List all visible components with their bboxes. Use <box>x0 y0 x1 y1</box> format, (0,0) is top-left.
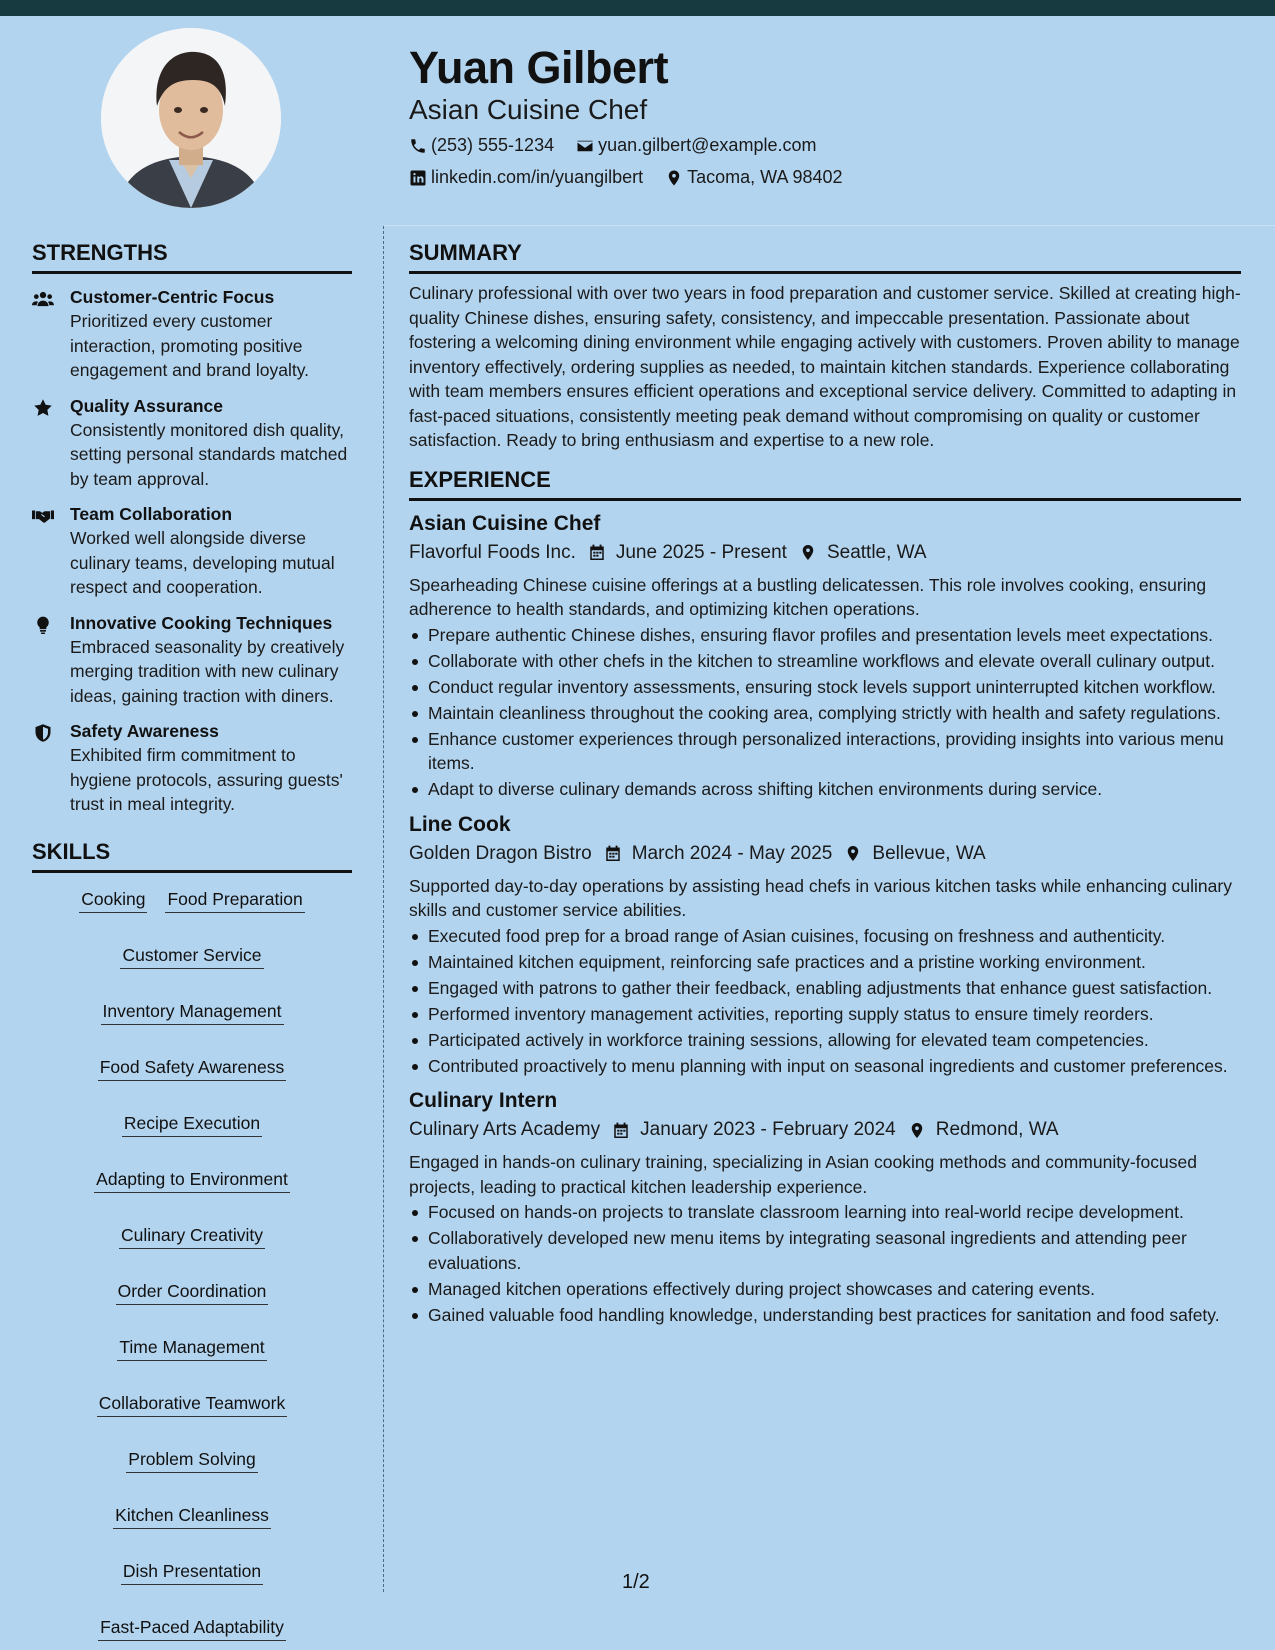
strength-item <box>32 720 352 817</box>
job-bullets <box>409 924 1241 1079</box>
job-bullet: Performed inventory management activities, reporting supply status to ensure timely reorders. <box>409 1002 1241 1027</box>
profile-photo-illustration <box>101 28 281 208</box>
map-pin-icon <box>799 543 817 562</box>
strengths-heading: STRENGTHS <box>32 240 352 274</box>
strength-desc: Prioritized every customer interaction, promoting positive engagement and brand loyalty. <box>70 311 310 380</box>
skill-tag: Cooking <box>79 887 147 913</box>
skill-tag: Culinary Creativity <box>119 1223 265 1249</box>
strength-title: Safety Awareness <box>70 721 219 741</box>
strength-desc: Exhibited firm commitment to hygiene protocols, assuring guests' trust in meal integrity. <box>70 745 343 814</box>
strength-desc: Consistently monitored dish quality, setting personal standards matched by team approval. <box>70 419 348 489</box>
right-column <box>409 240 1241 1329</box>
job-entry <box>409 812 1241 1079</box>
contact-row-2 <box>409 167 865 188</box>
job-company: Culinary Arts Academy <box>409 1119 601 1140</box>
skill-tag: Time Management <box>117 1335 266 1361</box>
strength-item <box>32 612 352 709</box>
linkedin-contact[interactable] <box>409 167 643 188</box>
skill-tag: Inventory Management <box>101 999 284 1025</box>
experience-heading: EXPERIENCE <box>409 467 1241 501</box>
top-bar <box>0 0 1275 16</box>
skill-tag: Order Coordination <box>116 1279 269 1305</box>
job-title: Culinary Intern <box>409 1089 558 1112</box>
job-bullet: Engaged with patrons to gather their feedback, enabling adjustments that enhance guest satisfaction. <box>409 976 1241 1001</box>
strength-item <box>32 503 352 600</box>
strength-item <box>32 286 352 383</box>
strength-title: Innovative Cooking Techniques <box>70 612 333 633</box>
strength-desc: Embraced seasonality by creatively merging tradition with new culinary ideas, gaining traction with diners. <box>70 636 345 706</box>
job-company: Flavorful Foods Inc. <box>409 541 576 563</box>
strength-desc: Worked well alongside diverse culinary teams, developing mutual respect and cooperation. <box>70 528 335 597</box>
map-pin-icon <box>844 844 862 863</box>
job-bullet: Focused on hands-on projects to translate classroom learning into real-world recipe development. <box>409 1200 1241 1225</box>
strength-title: Customer-Centric Focus <box>70 287 275 307</box>
location-contact <box>665 167 842 188</box>
email-contact[interactable] <box>576 135 816 156</box>
linkedin-icon <box>409 169 427 187</box>
skill-tag: Kitchen Cleanliness <box>113 1503 271 1529</box>
strength-title: Quality Assurance <box>70 395 224 416</box>
skill-tag: Fast-Paced Adaptability <box>98 1615 286 1641</box>
job-meta <box>409 1119 1241 1141</box>
email-text: yuan.gilbert@example.com <box>598 135 817 155</box>
skills-heading: SKILLS <box>32 839 352 873</box>
envelope-icon <box>576 137 594 155</box>
skill-tag: Adapting to Environment <box>94 1167 290 1193</box>
candidate-name: Yuan Gilbert <box>409 42 669 93</box>
phone-icon <box>409 137 427 155</box>
job-bullet: Collaborate with other chefs in the kitchen to streamline workflows and elevate overall culinary output. <box>409 649 1241 674</box>
job-bullet: Prepare authentic Chinese dishes, ensuring flavor profiles and presentation levels meet expectations. <box>409 623 1241 648</box>
strength-item <box>32 395 352 492</box>
map-pin-icon <box>908 1121 926 1140</box>
calendar-icon <box>588 543 606 562</box>
map-pin-icon <box>665 169 683 187</box>
calendar-icon <box>604 844 622 863</box>
job-bullet: Maintain cleanliness throughout the cooking area, complying strictly with health and safety regulations. <box>409 701 1241 726</box>
users-icon <box>32 289 54 309</box>
calendar-icon <box>612 1121 630 1140</box>
job-dates: June 2025 - Present <box>615 541 787 563</box>
job-meta <box>409 843 1241 865</box>
job-bullet: Managed kitchen operations effectively during project showcases and catering events. <box>409 1277 1241 1302</box>
job-bullet: Enhance customer experiences through personalized interactions, providing insights into various menu items. <box>409 727 1241 776</box>
profile-photo <box>101 28 281 208</box>
page-number: 1/2 <box>622 1571 650 1593</box>
job-location: Bellevue, WA <box>872 842 986 864</box>
job-description: Supported day-to-day operations by assisting head chefs in various kitchen tasks while enhancing culinary skills and customer service abilities. <box>409 875 1232 920</box>
job-location: Seattle, WA <box>826 541 927 563</box>
job-bullet: Gained valuable food handling knowledge, understanding best practices for sanitation and food safety. <box>409 1303 1241 1328</box>
skill-tag: Collaborative Teamwork <box>97 1391 287 1417</box>
job-company: Golden Dragon Bistro <box>409 842 592 864</box>
job-meta <box>409 542 1241 564</box>
job-bullet: Contributed proactively to menu planning with input on seasonal ingredients and customer preferences. <box>409 1054 1241 1079</box>
left-column <box>32 240 352 1641</box>
candidate-title: Asian Cuisine Chef <box>409 94 648 125</box>
skills-list <box>32 887 352 1641</box>
shield-icon <box>32 723 54 743</box>
job-dates: January 2023 - February 2024 <box>640 1119 896 1140</box>
linkedin-text: linkedin.com/in/yuangilbert <box>431 167 644 187</box>
job-entry <box>409 511 1241 802</box>
job-dates: March 2024 - May 2025 <box>631 842 833 864</box>
job-bullets <box>409 1200 1241 1327</box>
phone-text: (253) 555-1234 <box>431 135 555 155</box>
job-bullet: Adapt to diverse culinary demands across shifting kitchen environments during service. <box>409 777 1241 802</box>
job-description: Engaged in hands-on culinary training, specializing in Asian cooking methods and community-focused projects, leading to practical kitchen leadership experience. <box>409 1152 1197 1197</box>
job-bullet: Collaboratively developed new menu items by integrating seasonal ingredients and attending peer evaluations. <box>409 1226 1241 1275</box>
summary-text: Culinary professional with over two years in food preparation and customer service. Skilled at creating high-quality Chinese dishes, ensuring safety, consistency, and impeccable presentation. Passionate about fostering a welcoming dining environment while engaging actively with customers. Proven ability to manage inventory effectively, ordering supplies as needed, to maintain kitchen standards. Experience collaborating with team members ensures efficient operations and exceptional service delivery. Committed to adapting in fast-paced situations, consistently meeting peak demand without compromising on quality or customer satisfaction. Ready to bring enthusiasm and expertise to a new role. <box>409 283 1241 450</box>
job-title: Line Cook <box>409 812 511 836</box>
job-bullet: Maintained kitchen equipment, reinforcing safe practices and a pristine working environment. <box>409 950 1241 975</box>
summary-heading: SUMMARY <box>409 240 1241 274</box>
job-bullets <box>409 623 1241 802</box>
column-divider <box>383 226 384 1592</box>
job-location: Redmond, WA <box>935 1119 1059 1140</box>
skill-tag: Food Preparation <box>165 887 304 913</box>
job-title: Asian Cuisine Chef <box>409 511 601 535</box>
job-entry <box>409 1088 1241 1327</box>
phone-contact[interactable] <box>409 135 554 156</box>
skill-tag: Recipe Execution <box>122 1111 262 1137</box>
job-bullet: Conduct regular inventory assessments, ensuring stock levels support uninterrupted kitchen workflow. <box>409 675 1241 700</box>
location-text: Tacoma, WA 98402 <box>687 167 843 187</box>
skill-tag: Customer Service <box>120 943 263 969</box>
header-divider <box>384 225 1275 226</box>
skill-tag: Food Safety Awareness <box>98 1055 287 1081</box>
skill-tag: Dish Presentation <box>121 1559 263 1585</box>
handshake-icon <box>32 506 54 526</box>
skill-tag: Problem Solving <box>126 1447 257 1473</box>
contact-row-1 <box>409 135 838 156</box>
strength-title: Team Collaboration <box>70 504 233 524</box>
job-bullet: Participated actively in workforce training sessions, allowing for elevated team competencies. <box>409 1028 1241 1053</box>
job-description: Spearheading Chinese cuisine offerings at a bustling delicatessen. This role involves cooking, ensuring adherence to health standards, and optimizing kitchen operations. <box>409 574 1207 619</box>
lightbulb-icon <box>32 615 54 635</box>
job-bullet: Executed food prep for a broad range of Asian cuisines, focusing on freshness and authenticity. <box>409 924 1241 949</box>
star-icon <box>32 398 54 418</box>
